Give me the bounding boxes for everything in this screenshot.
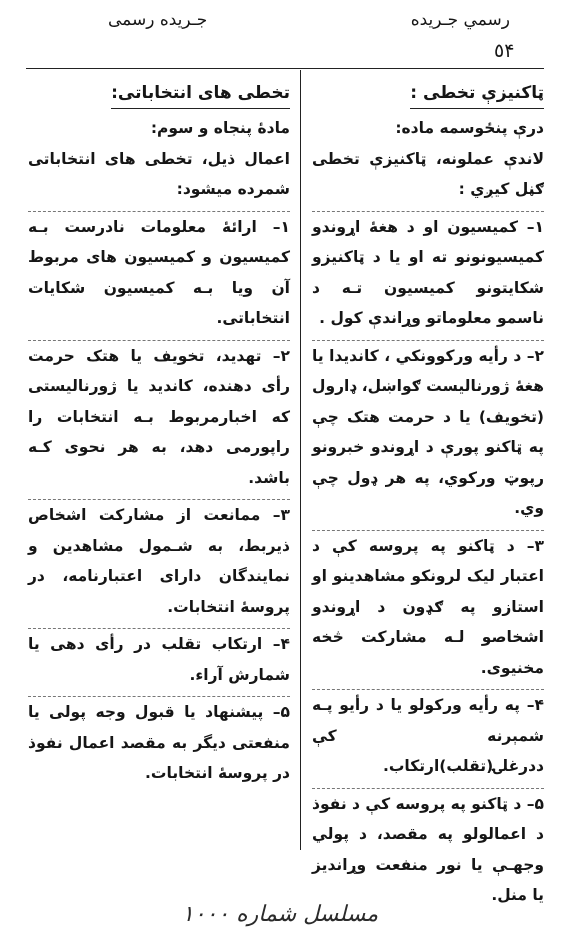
pashto-column — [312, 78, 544, 917]
dari-subheading: مادهٔ پنجاه و سوم: — [150, 119, 290, 137]
column-divider — [300, 70, 301, 850]
dari-item: ۴– ارتکاب تقلب در رأی دهی یا شمارش آراء. — [28, 629, 290, 697]
pashto-intro: لاندې عملونه، ټاکنیزې تخطی ګڼل کیږي : — [312, 144, 544, 212]
header-right-title: رسمي جـريده — [410, 10, 510, 30]
dari-item: ۳– ممانعت از مشارکت اشخاص ذیربط، به شـمول مشاهدین و نمایندگان دارای اعتبارنامه، در پروسهٔ انتخابات. — [28, 500, 290, 629]
dari-item: ۱– ارائهٔ معلومات نادرست بـه کمیسیون و کمیسیون های مربوط آن ویا بـه کمیسیون شکایات انتخاباتی. — [28, 212, 290, 341]
pashto-heading: ټاکنیزې تخطی : — [410, 80, 544, 109]
pashto-item: ۵– د ټاکنو په پروسه کې د نفوذ د اعمالولو په مقصد، د پولي وجهـې یا نور منفعت وړاندیز یا منل. — [312, 794, 544, 904]
pashto-item: ۳– د ټاکنو په پروسه کې د اعتبار لیک لرونکو مشاهدینو او استازو په ګډون د اړوندو اشخاصو لـه مشارکت څخه مخنیوی. — [312, 531, 544, 691]
pashto-item: ۴– په رأیه ورکولو یا د رأیو پـه شمېرنه کې ددرغلۍ(تقلب)ارتکاب. — [312, 690, 544, 789]
header-divider — [26, 68, 544, 69]
pashto-item: ۱– کمیسیون او د هغهٔ اړوندو کمیسیونونو ته او یا د ټاکنیزو شکایتونو کمیسیون تـه د ناسمو معلوماتو وړاندې کول . — [312, 212, 544, 341]
dari-item: ۲– تهدید، تخویف یا هتک حرمت رأی دهنده، کاندید یا ژورنالیستی که اخبارمربوط بـه انتخابات را راپورمی دهد، به هر نحوی کـه باشد. — [28, 341, 290, 501]
pashto-subheading: درې پنځوسمه ماده: — [395, 119, 544, 137]
dari-column — [28, 78, 290, 795]
pashto-item: ۲– د رأیه ورکوونکي ، کاندیدا یا هغهٔ ژورنالیست ګواښل، ډارول (تخویف) یا د حرمت هتک چې په ټاکنو پورې د اړوندو خبرونو رپوټ ورکوي، په هر ډول چې وي. — [312, 341, 544, 531]
dari-item: ۵– پیشنهاد یا قبول وجه پولی یا منفعتی دیگر به مقصد اعمال نفوذ در پروسهٔ انتخابات. — [28, 703, 290, 782]
handwritten-note: مسلسل شماره ۱۰۰۰ — [181, 902, 379, 927]
dari-intro: اعمال ذیل، تخطی های انتخاباتی شمرده میشود: — [28, 144, 290, 212]
dari-heading: تخطی های انتخاباتی: — [111, 80, 290, 109]
page-number: ٥۴ — [494, 40, 515, 62]
header-left-title: جـريده رسمى — [108, 10, 208, 30]
